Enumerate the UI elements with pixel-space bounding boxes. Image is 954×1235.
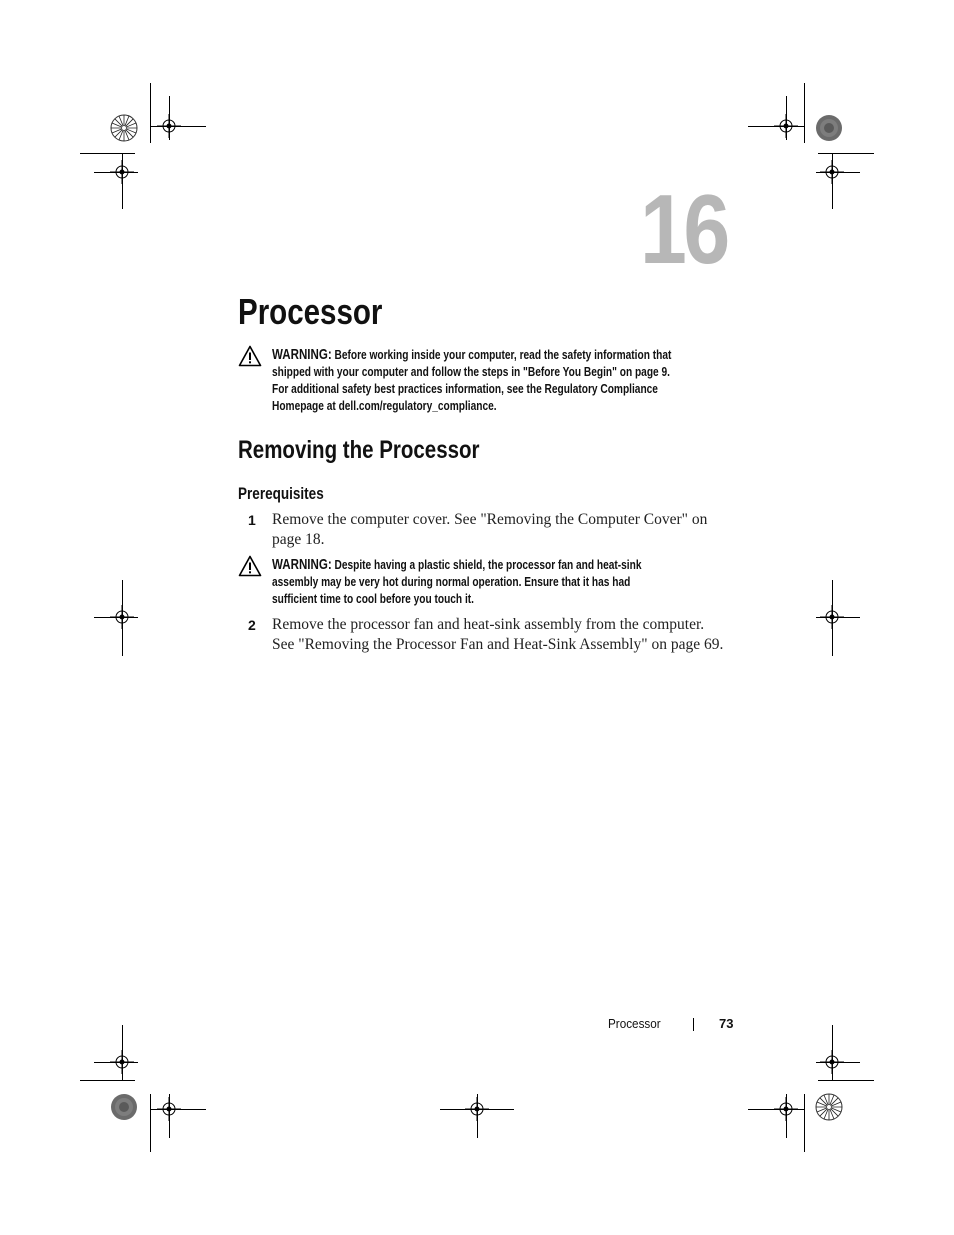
- warning-text: Before working inside your computer, read the safety information that: [334, 347, 672, 362]
- crop-mark-line: [150, 83, 151, 143]
- warning-line: [272, 556, 734, 573]
- crop-mark-line: [80, 1080, 135, 1081]
- crop-mark-line: [150, 1094, 151, 1152]
- warning-triangle-icon: [238, 555, 262, 577]
- crosshair-line: [169, 1094, 170, 1138]
- step-number: 2: [248, 617, 256, 633]
- warning-label: WARNING:: [272, 346, 332, 363]
- warning-block: [272, 556, 734, 607]
- warning-line: Homepage at dell.com/regulatory_compliance.: [272, 398, 497, 413]
- warning-line: shipped with your computer and follow the steps in "Before You Begin" on page 9.: [272, 364, 670, 379]
- warning-line: For additional safety best practices information, see the Regulatory Compliance: [272, 381, 658, 396]
- crosshair-line: [122, 1025, 123, 1081]
- crop-mark-line: [80, 153, 135, 154]
- warning-text: Despite having a plastic shield, the processor fan and heat-sink: [334, 557, 642, 572]
- crosshair-line: [122, 580, 123, 656]
- crop-mark-line: [804, 1094, 805, 1152]
- crosshair-line: [94, 617, 138, 618]
- footer-page-number: 73: [719, 1016, 734, 1031]
- printer-rosette-icon: [110, 114, 138, 142]
- footer-separator: [693, 1018, 694, 1031]
- crop-mark-line: [818, 153, 874, 154]
- warning-label: WARNING:: [272, 556, 332, 573]
- subsection-heading: Prerequisites: [238, 485, 324, 503]
- printer-rosette-icon: [815, 1093, 843, 1121]
- section-heading: Removing the Processor: [238, 436, 480, 464]
- crosshair-line: [832, 1025, 833, 1081]
- crosshair-line: [786, 96, 787, 140]
- crosshair-line: [477, 1094, 478, 1138]
- chapter-title: Processor: [238, 291, 383, 332]
- crosshair-line: [94, 1062, 138, 1063]
- crosshair-line: [748, 1109, 804, 1110]
- chapter-number: 16: [640, 174, 727, 284]
- crosshair-line: [816, 1062, 860, 1063]
- step-line: Remove the computer cover. See "Removing the Computer Cover" on: [272, 511, 708, 528]
- warning-line: assembly may be very hot during normal operation. Ensure that it has had: [272, 574, 631, 589]
- step-text: [272, 510, 724, 549]
- step-text: [272, 615, 724, 654]
- warning-triangle-icon: [238, 345, 262, 367]
- crosshair-line: [832, 580, 833, 656]
- step-line: Remove the processor fan and heat-sink assembly from the computer.: [272, 616, 705, 633]
- crosshair-line: [169, 96, 170, 140]
- step-line: See "Removing the Processor Fan and Heat-Sink Assembly" on page 69.: [272, 635, 724, 653]
- crop-mark-line: [804, 83, 805, 143]
- crosshair-line: [816, 172, 860, 173]
- crosshair-line: [122, 153, 123, 209]
- printer-rosette-icon: [815, 114, 843, 142]
- crosshair-line: [786, 1094, 787, 1138]
- crosshair-line: [832, 153, 833, 209]
- crosshair-line: [150, 126, 206, 127]
- printer-rosette-icon: [110, 1093, 138, 1121]
- warning-line: sufficient time to cool before you touch it.: [272, 591, 474, 606]
- warning-line: [272, 346, 734, 363]
- crop-mark-line: [818, 1080, 874, 1081]
- crosshair-line: [440, 1109, 514, 1110]
- crosshair-line: [150, 1109, 206, 1110]
- warning-block: [272, 346, 734, 414]
- step-number: 1: [248, 512, 256, 528]
- crosshair-line: [94, 172, 138, 173]
- footer-chapter-label: Processor: [608, 1016, 661, 1031]
- step-line: page 18.: [272, 530, 325, 548]
- crosshair-line: [748, 126, 804, 127]
- crosshair-line: [816, 617, 860, 618]
